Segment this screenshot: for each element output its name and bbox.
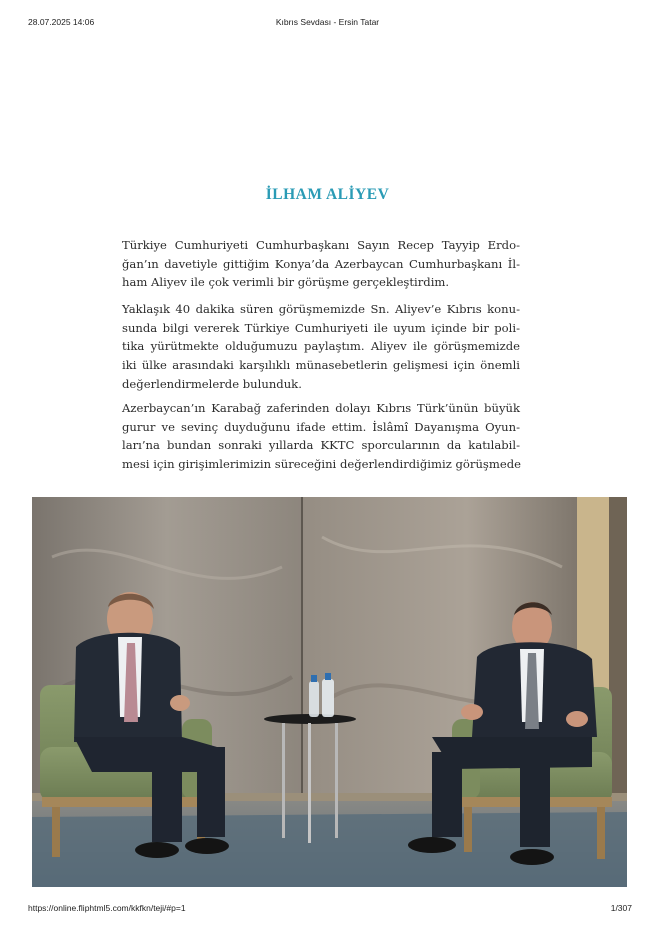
- print-datetime: 28.07.2025 14:06: [28, 17, 95, 27]
- text-line: mesi için girişimlerimizin süreceğini değerlendirdiğimiz görüşmede: [122, 457, 522, 472]
- text-line: tika yürütmekte olduğumuzu paylaştım. Aliyev ile görüşmemizde: [122, 339, 520, 354]
- text-line: iki ülke arasındaki karşılıklı münasebetlerin gelişmesi için önemli: [122, 358, 520, 373]
- text-line: ham Aliyev ile çok verimli bir görüşme gerçekleştirdim.: [122, 275, 450, 290]
- text-line: gurur ve sevinç duyduğunu ifade ettim. İslâmî Dayanışma Oyun-: [122, 419, 520, 434]
- print-header: [0, 14, 655, 30]
- print-doc-title: Kıbrıs Sevdası - Ersin Tatar: [275, 17, 380, 27]
- text-line: Azerbaycan’ın Karabağ zaferinden dolayı Kıbrıs Türk’ünün büyük: [122, 401, 520, 415]
- text-line: sunda bilgi vererek Türkiye Cumhuriyeti ile uyum içinde bir poli-: [122, 320, 520, 335]
- paragraph-3: [122, 399, 520, 474]
- paragraph-2: [122, 300, 520, 394]
- text-line: ğan’ın davetiyle gittiğim Konya’da Azerbaycan Cumhurbaşkanı İl-: [122, 256, 520, 271]
- paragraph-1: [122, 236, 520, 292]
- text-line: ları’na bundan sonraki yıllarda KKTC sporcularının da katılabil-: [122, 438, 520, 453]
- page-indicator: 1/307: [610, 903, 632, 913]
- text-line: Yaklaşık 40 dakika süren görüşmemizde Sn. Aliyev’e Kıbrıs konu-: [122, 302, 520, 316]
- meeting-photo: [32, 497, 627, 887]
- text-line: değerlendirmelerde bulunduk.: [122, 376, 302, 391]
- print-footer: [0, 901, 655, 917]
- page-url[interactable]: https://online.fliphtml5.com/kkfkn/teji/#p=1: [28, 903, 186, 913]
- text-line: Türkiye Cumhuriyeti Cumhurbaşkanı Sayın Recep Tayyip Erdo-: [122, 238, 520, 252]
- chapter-title: İLHAM ALİYEV: [265, 186, 390, 203]
